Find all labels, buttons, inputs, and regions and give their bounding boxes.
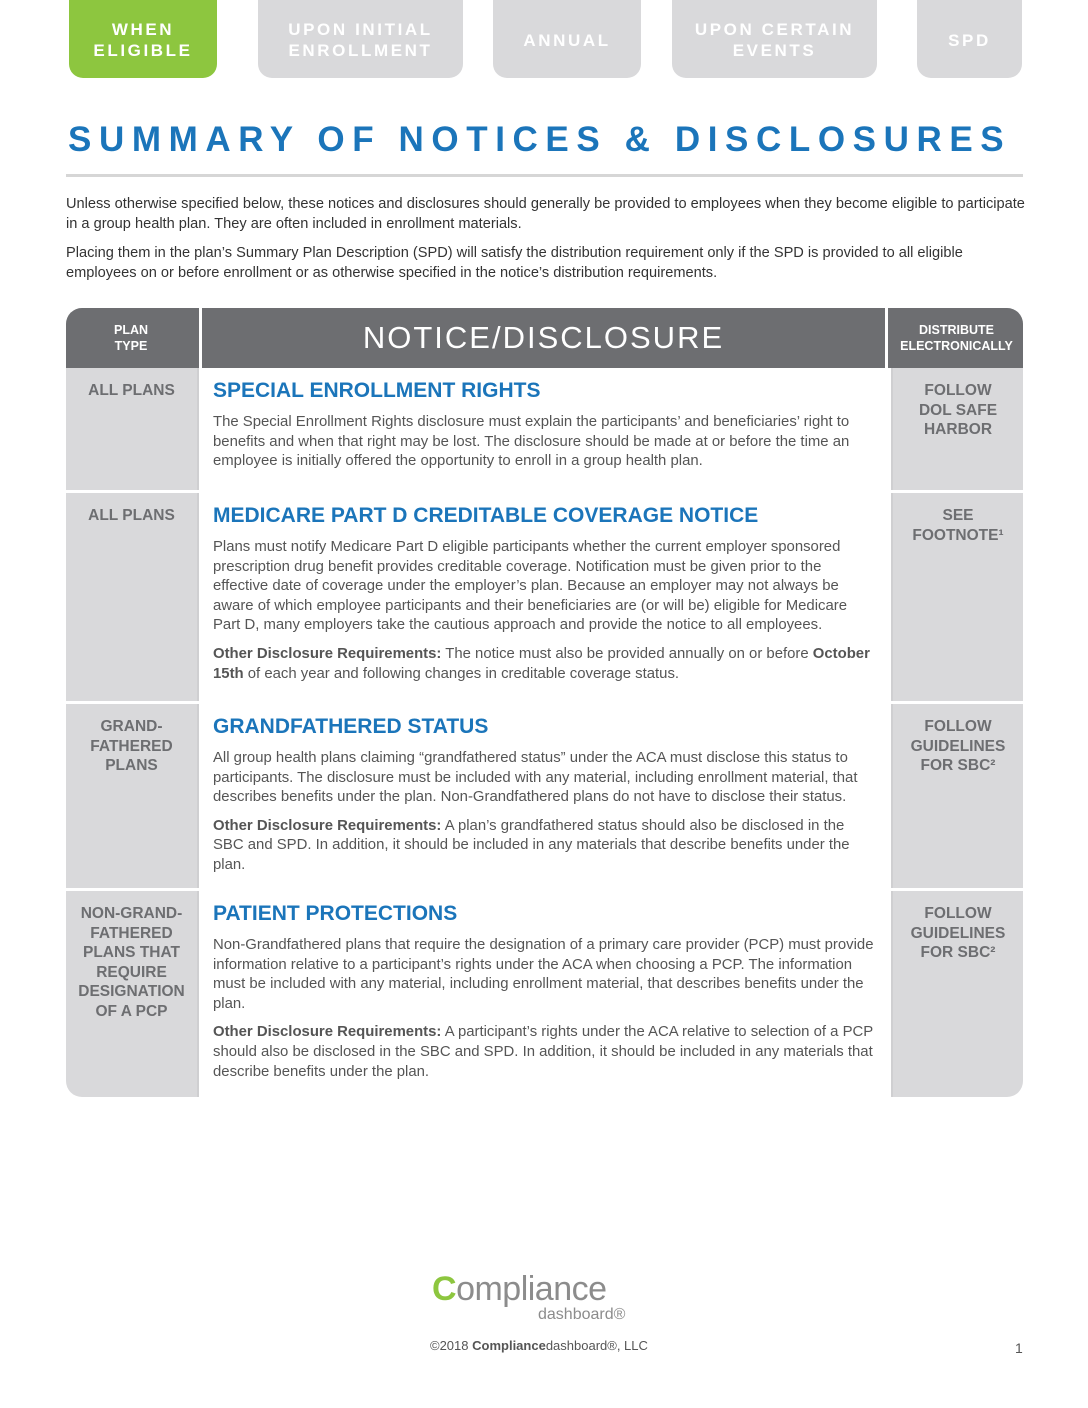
table-row (66, 368, 1023, 490)
notices-table (66, 308, 1023, 1097)
notice-heading: SPECIAL ENROLLMENT RIGHTS (213, 379, 541, 402)
other-requirements-text: A participant’s rights under the ACA relative to selection of a PCP should also be disclosed in the SBC and SPD. In addition, it should be included in any materials that describe benefits under the plan. (213, 1024, 873, 1080)
other-requirements-text: of each year and following changes in creditable coverage status. (243, 665, 680, 682)
table-header (66, 308, 1023, 368)
column-header-distribute: DISTRIBUTE ELECTRONICALLY (900, 323, 1013, 353)
notice-body: The Special Enrollment Rights disclosure must explain the participants’ and beneficiaries’ right to benefits and when that right may be lost. The disclosure should be made at or before the time an employee is initially offered the opportunity to enroll in a group health plan. (213, 414, 850, 470)
copyright (430, 1338, 648, 1353)
copyright-brand: Compliance (472, 1338, 546, 1353)
other-requirements-date: October 15th (213, 645, 870, 682)
other-requirements-text: The notice must also be provided annually on or before (441, 645, 813, 662)
column-header-plan-type: PLAN TYPE (113, 323, 149, 353)
tab-bar (0, 0, 1088, 80)
notice-heading: PATIENT PROTECTIONS (213, 902, 458, 925)
plan-type-cell: GRAND- FATHERED PLANS (90, 718, 173, 774)
notice-cell (197, 704, 893, 888)
other-requirements-label: Other Disclosure Requirements: (213, 645, 442, 662)
logo-initial: C (432, 1270, 457, 1308)
tab-upon-certain-events[interactable] (672, 0, 877, 78)
notice-cell (197, 368, 893, 490)
title-divider (66, 174, 1023, 177)
distribute-cell: FOLLOW GUIDELINES FOR SBC² (910, 718, 1006, 774)
intro-paragraph: Placing them in the plan’s Summary Plan Description (SPD) will satisfy the distribution requirement only if the SPD is provided to all eligible employees on or before enrollment or as otherwise specified in the notice’s distribution requirements. (66, 245, 963, 281)
other-requirements (213, 817, 877, 876)
tab-spd[interactable] (917, 0, 1022, 78)
plan-type-cell: ALL PLANS (88, 382, 175, 399)
tab-label: UPON CERTAIN EVENTS (694, 20, 855, 60)
tab-label: UPON INITIAL ENROLLMENT (288, 20, 433, 60)
column-header-notice: NOTICE/DISCLOSURE (199, 308, 888, 368)
distribute-cell: FOLLOW GUIDELINES FOR SBC² (910, 905, 1006, 961)
table-row (66, 704, 1023, 888)
other-requirements-label: Other Disclosure Requirements: (213, 817, 442, 834)
distribute-cell: SEE FOOTNOTE¹ (912, 507, 1004, 544)
distribute-cell: FOLLOW DOL SAFE HARBOR (918, 382, 998, 438)
notice-body: Non-Grandfathered plans that require the designation of a primary care provider (PCP) must provide information relative to a participant’s rights under the ACA when choosing a PCP. The information must be included with any material, including enrollment material, that describes benefits under the plan. (213, 937, 874, 1012)
plan-type-cell: NON-GRAND- FATHERED PLANS THAT REQUIRE DESIGNATION OF A PCP (78, 905, 185, 1020)
table-row (66, 493, 1023, 701)
tab-label: SPD (948, 30, 991, 50)
tab-when-eligible[interactable] (69, 0, 217, 78)
other-requirements-label: Other Disclosure Requirements: (213, 1024, 442, 1041)
tab-upon-initial-enrollment[interactable] (258, 0, 463, 78)
page-number: 1 (1015, 1340, 1023, 1356)
notice-body: All group health plans claiming “grandfathered status” under the ACA must disclose this status to participants. The disclosure must be included with any material, including enrollment material, that describes benefits under the plan. Non-Grandfathered plans do not have to disclose their status. (213, 750, 858, 806)
tab-label: ANNUAL (523, 30, 611, 50)
copyright-prefix: ©2018 (430, 1338, 473, 1353)
other-requirements (213, 1023, 877, 1082)
table-row (66, 891, 1023, 1097)
intro-paragraph: Unless otherwise specified below, these notices and disclosures should generally be provided to employees when they become eligible to participate in a group health plan. They are often included in enrollment materials. (66, 196, 1025, 232)
tab-label: WHEN ELIGIBLE (93, 20, 193, 60)
notice-heading: MEDICARE PART D CREDITABLE COVERAGE NOTICE (213, 504, 759, 527)
compliance-dashboard-logo (432, 1270, 642, 1330)
plan-type-cell: ALL PLANS (88, 507, 175, 524)
logo-wordmark (432, 1270, 607, 1309)
logo-subtitle: dashboard® (538, 1306, 626, 1323)
copyright-suffix: dashboard®, LLC (545, 1338, 648, 1353)
logo-word: ompliance (456, 1270, 607, 1308)
other-requirements-text: A plan’s grandfathered status should also be disclosed in the SBC and SPD. In addition, it should be included in any materials that describe benefits under the plan. (213, 817, 850, 873)
notice-body: Plans must notify Medicare Part D eligible participants whether the current employer sponsored prescription drug benefit provides creditable coverage. Notification must be given prior to the effective date of coverage under the employer’s plan. Because an employer may not always be aware of which employee participants and their beneficiaries are (or will be) eligible for Medicare Part D, many employers take the cautious approach and provide the notice to all employees. (213, 539, 847, 634)
other-requirements (213, 645, 877, 684)
page-title: SUMMARY OF NOTICES & DISCLOSURES (68, 120, 1012, 159)
notice-cell (197, 891, 893, 1097)
tab-annual[interactable] (493, 0, 641, 78)
notice-heading: GRANDFATHERED STATUS (213, 715, 489, 738)
notice-cell (197, 493, 893, 701)
